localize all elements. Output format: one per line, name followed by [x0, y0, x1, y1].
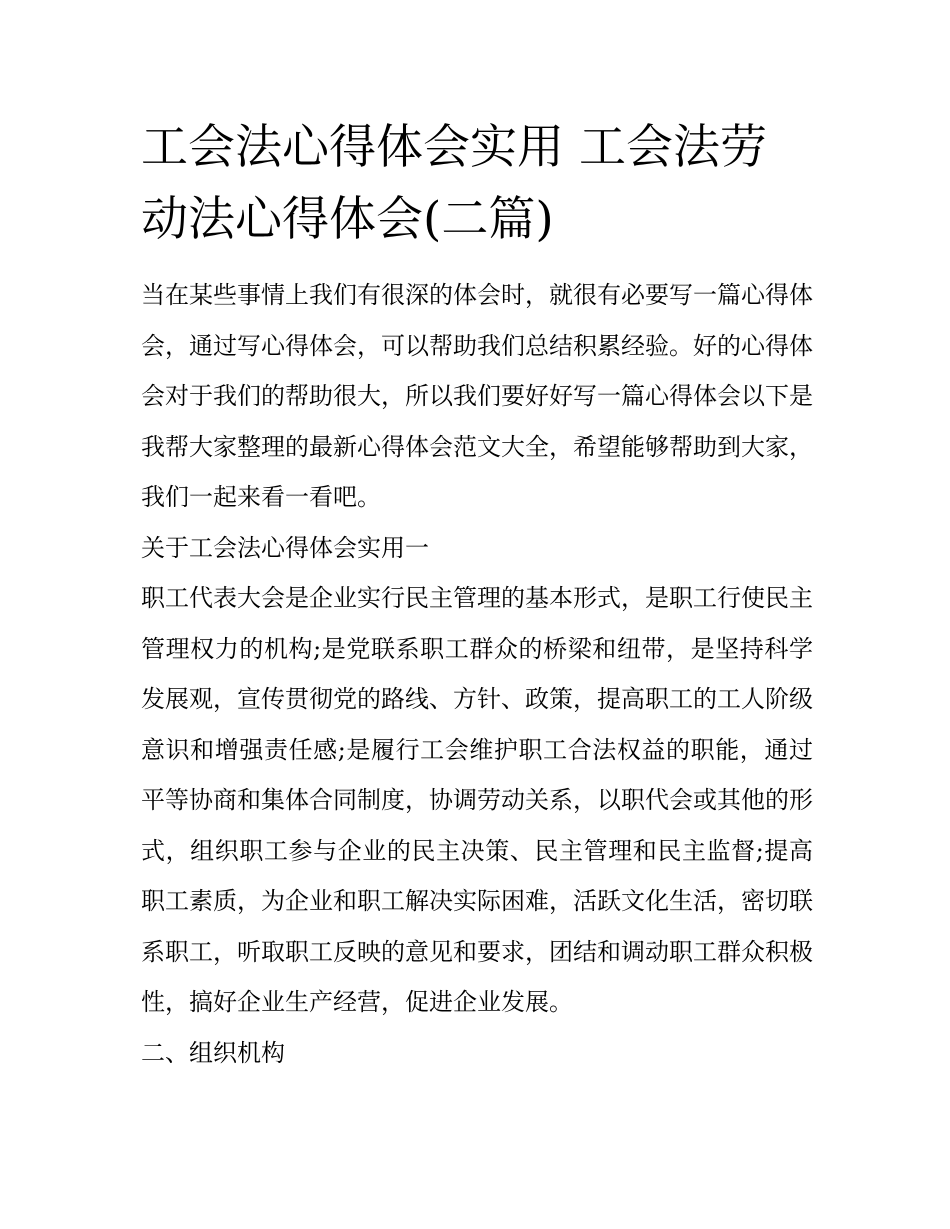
document-content: [141, 112, 813, 1078]
section-heading-1: 关于工会法心得体会实用一: [141, 533, 429, 562]
document-title: 工会法心得体会实用 工会法劳动法心得体会(二篇): [141, 120, 767, 247]
section-1-paragraph: 职工代表大会是企业实行民主管理的基本形式，是职工行使民主管理权力的机构;是党联系职工群众的桥梁和纽带，是坚持科学发展观，宣传贯彻党的路线、方针、政策，提高职工的工人阶级意识和增强责任感;是履行工会维护职工合法权益的职能，通过平等协商和集体合同制度，协调劳动关系，以职代会或其他的形式，组织职工参与企业的民主决策、民主管理和民主监督;提高职工素质，为企业和职工解决实际困难，活跃文化生活，密切联系职工，听取职工反映的意见和要求，团结和调动职工群众积极性，搞好企业生产经营，促进企业发展。: [141, 584, 813, 1016]
intro-paragraph: 当在某些事情上我们有很深的体会时，就很有必要写一篇心得体会，通过写心得体会，可以帮助我们总结积累经验。好的心得体会对于我们的帮助很大，所以我们要好好写一篇心得体会以下是我帮大家整理的最新心得体会范文大全，希望能够帮助到大家，我们一起来看一看吧。: [141, 281, 813, 511]
section-heading-2: 二、组织机构: [141, 1038, 285, 1067]
